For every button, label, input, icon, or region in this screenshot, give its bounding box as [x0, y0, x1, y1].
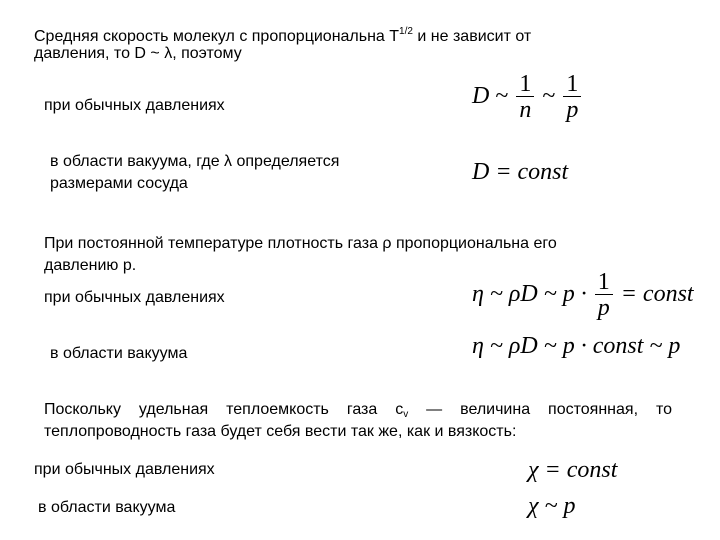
- viscosity-vacuum-label: в области вакуума: [50, 345, 188, 362]
- diffusion-frac-2-den: p: [563, 96, 581, 123]
- heat-line-2: теплопроводность газа будет себя вести так же, как и вязкость:: [44, 423, 517, 440]
- conductivity-normal-label: при обычных давлениях: [34, 461, 215, 478]
- viscosity-fraction: [595, 270, 613, 321]
- conductivity-vacuum-formula: χ ~ p: [528, 493, 576, 519]
- density-line-2: давлению p.: [44, 257, 137, 274]
- heat-line-1-sub: v: [403, 409, 409, 420]
- diffusion-lhs: D: [472, 83, 490, 110]
- intro-line-1-pre: Средняя скорость молекул с пропорциональна Т: [34, 28, 400, 45]
- viscosity-normal-label: при обычных давлениях: [44, 289, 225, 306]
- diffusion-fraction-2: [563, 72, 581, 123]
- density-line-1: При постоянной температуре плотность газа ρ пропорциональна его: [44, 235, 557, 252]
- intro-line-1-post: и не зависит от: [412, 28, 532, 45]
- viscosity-frac-den: p: [595, 294, 613, 321]
- viscosity-formula-post: = const: [620, 281, 694, 308]
- diffusion-frac-2-num: 1: [566, 71, 579, 97]
- intro-line-2: давления, то D ~ λ, поэтому: [34, 45, 242, 62]
- diffusion-op-2: ~: [542, 83, 556, 110]
- diffusion-op-1: ~: [495, 83, 509, 110]
- intro-line-1-sup: 1/2: [399, 26, 413, 37]
- viscosity-normal-formula: [472, 270, 694, 321]
- diffusion-fraction-1: [516, 72, 534, 123]
- diffusion-normal-label: при обычных давлениях: [44, 97, 225, 114]
- diffusion-frac-1-den: n: [516, 96, 534, 123]
- conductivity-vacuum-label: в области вакуума: [38, 499, 176, 516]
- heat-line-1-post: — величина постоянная, то: [408, 401, 673, 418]
- viscosity-formula-pre: η ~ ρD ~ p ·: [472, 281, 587, 308]
- diffusion-vacuum-label-2: размерами сосуда: [50, 175, 188, 192]
- heat-line-1-pre: Поскольку удельная теплоемкость газа c: [44, 401, 404, 418]
- diffusion-vacuum-formula: D = const: [472, 159, 569, 185]
- diffusion-normal-formula: [472, 72, 583, 123]
- diffusion-vacuum-label-1: в области вакуума, где λ определяется: [50, 153, 340, 170]
- conductivity-normal-formula: χ = const: [528, 457, 618, 483]
- viscosity-frac-num: 1: [597, 269, 610, 295]
- viscosity-vacuum-formula: η ~ ρD ~ p · const ~ p: [472, 333, 681, 359]
- diffusion-frac-1-num: 1: [519, 71, 532, 97]
